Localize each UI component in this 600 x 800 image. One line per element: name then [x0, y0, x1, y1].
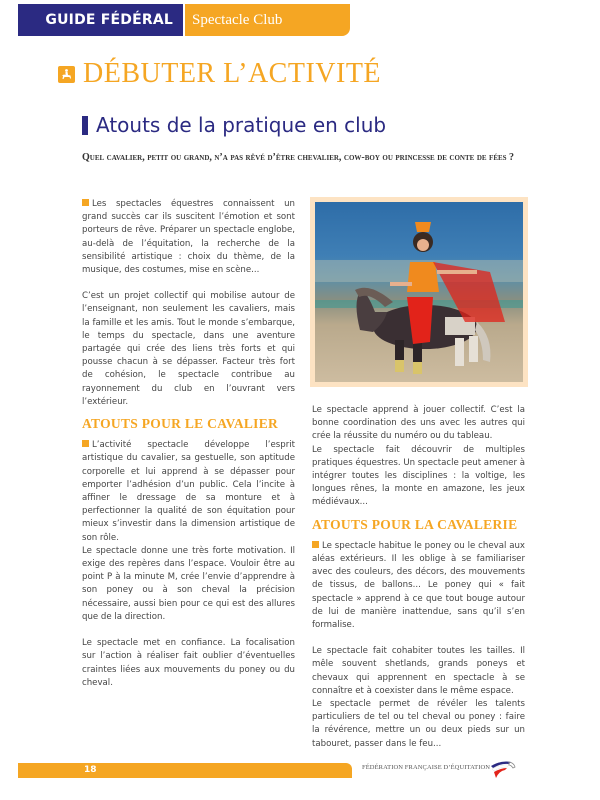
publisher-name: FÉDÉRATION FRANÇAISE D’ÉQUITATION — [362, 764, 491, 771]
footer-bar — [18, 763, 352, 778]
ffe-horse-logo-icon — [487, 758, 517, 780]
left-paragraph-5: Le spectacle met en confiance. La focalisation sur l’action à réaliser fait oublier d’éventuelles craintes liées aux mouvements du poney ou du cheval. — [82, 638, 295, 688]
photo-frame — [310, 197, 528, 387]
chapter-title-text: DÉBUTER L’ACTIVITÉ — [83, 58, 382, 89]
left-paragraph-3-text: L’activité spectacle développe l’esprit artistique du cavalier, sa gestuelle, son aptitude corporelle et lui apprend à se dépasser pour emporter l’adhésion d’un public. Cela l’incite à affiner le dressage de sa monture et à perfectionner la qualité de son équitation pour mieux s’investir dans la dimension artistique de son rôle. — [82, 440, 295, 543]
subheading-cavalier: ATOUTS POUR LE CAVALIER — [82, 416, 279, 432]
right-paragraph-5: Le spectacle permet de révéler les talents particuliers de tel ou tel cheval ou poney : faire la révérence, mettre un ou deux pieds sur un tabouret, passer dans le feu... — [312, 699, 525, 749]
left-column — [82, 198, 295, 690]
left-paragraph-1-text: Les spectacles équestres connaissent un grand succès car ils suscitent l’émotion et sont porteurs de rêve. Préparer un spectacle englobe, au-delà de l’équitation, la recherche de la sensibilité artistique : choix du thème, de la musique, des costumes, mise en scène... — [82, 199, 295, 276]
section-heading-text: Atouts de la pratique en club — [96, 113, 387, 137]
left-paragraph-3 — [82, 439, 295, 545]
left-paragraph-1 — [82, 198, 295, 277]
section-heading — [82, 113, 386, 137]
section-tab-label: Spectacle Club — [185, 4, 350, 36]
bullet-square-icon — [312, 541, 319, 548]
section-heading-bar — [82, 116, 88, 135]
left-paragraph-4: Le spectacle donne une très forte motivation. Il exige des repères dans l’espace. Vouloir être au point P à la minute M, crée l’envie d’apprendre à son poney ou à son cheval la précision nécessaire, aussi bien pour ce qui est des allures que de la direction. — [82, 545, 295, 622]
rider-icon-glyph — [60, 68, 73, 81]
guide-federal-label: GUIDE FÉDÉRAL — [18, 4, 183, 36]
page-number: 18 — [84, 765, 97, 775]
bullet-square-icon — [82, 440, 89, 447]
right-paragraph-3-text: Le spectacle habitue le poney ou le cheval aux aléas extérieurs. Il les oblige à se familiariser avec des couleurs, des décors, des mouvements de tissus, de ballons... Le poney qui « fait spectacle » apprend à ce que tout bouge autour de lui de manière inattendue, sans qu’il s’en formalise. — [312, 540, 525, 631]
intro-question: Quel cavalier, petit ou grand, n’a pas rêvé d’être chevalier, cow-boy ou princesse de conte de fées ? — [82, 152, 515, 163]
right-paragraph-2: Le spectacle fait découvrir de multiples pratiques équestres. Un spectacle peut amener à intégrer toutes les disciplines : la voltige, les longues rênes, la monte en amazone, les jeux médiévaux... — [312, 444, 525, 508]
right-paragraph-1: Le spectacle apprend à jouer collectif. C’est la bonne coordination des uns avec les autres qui crée la réussite du numéro ou du tableau. — [312, 405, 525, 442]
header-bar — [18, 4, 350, 36]
right-column — [312, 404, 525, 751]
photo-illustration — [315, 202, 523, 382]
right-paragraph-3 — [312, 540, 525, 632]
subheading-cavalerie: ATOUTS POUR LA CAVALERIE — [312, 516, 518, 532]
left-paragraph-2: C’est un projet collectif qui mobilise autour de l’enseignant, non seulement les cavaliers, mais la famille et les amis. Tout le monde s’embarque, le temps du spectacle, dans une aventure partagée qui crée des liens très forts et qui pousse chacun à se dépasser. Facteur très fort de cohésion, le spectacle contribue au rayonnement du club en l’ouvrant vers l’extérieur. — [82, 291, 295, 407]
rider-icon — [58, 66, 75, 83]
right-paragraph-4: Le spectacle fait cohabiter toutes les tailles. Il mêle souvent shetlands, grands poneys et chevaux qui apprennent en spectacle à se connaître et à coexister dans le même espace. — [312, 646, 525, 696]
rider-on-pony-photo — [315, 202, 523, 382]
chapter-title — [58, 58, 381, 90]
bullet-square-icon — [82, 199, 89, 206]
